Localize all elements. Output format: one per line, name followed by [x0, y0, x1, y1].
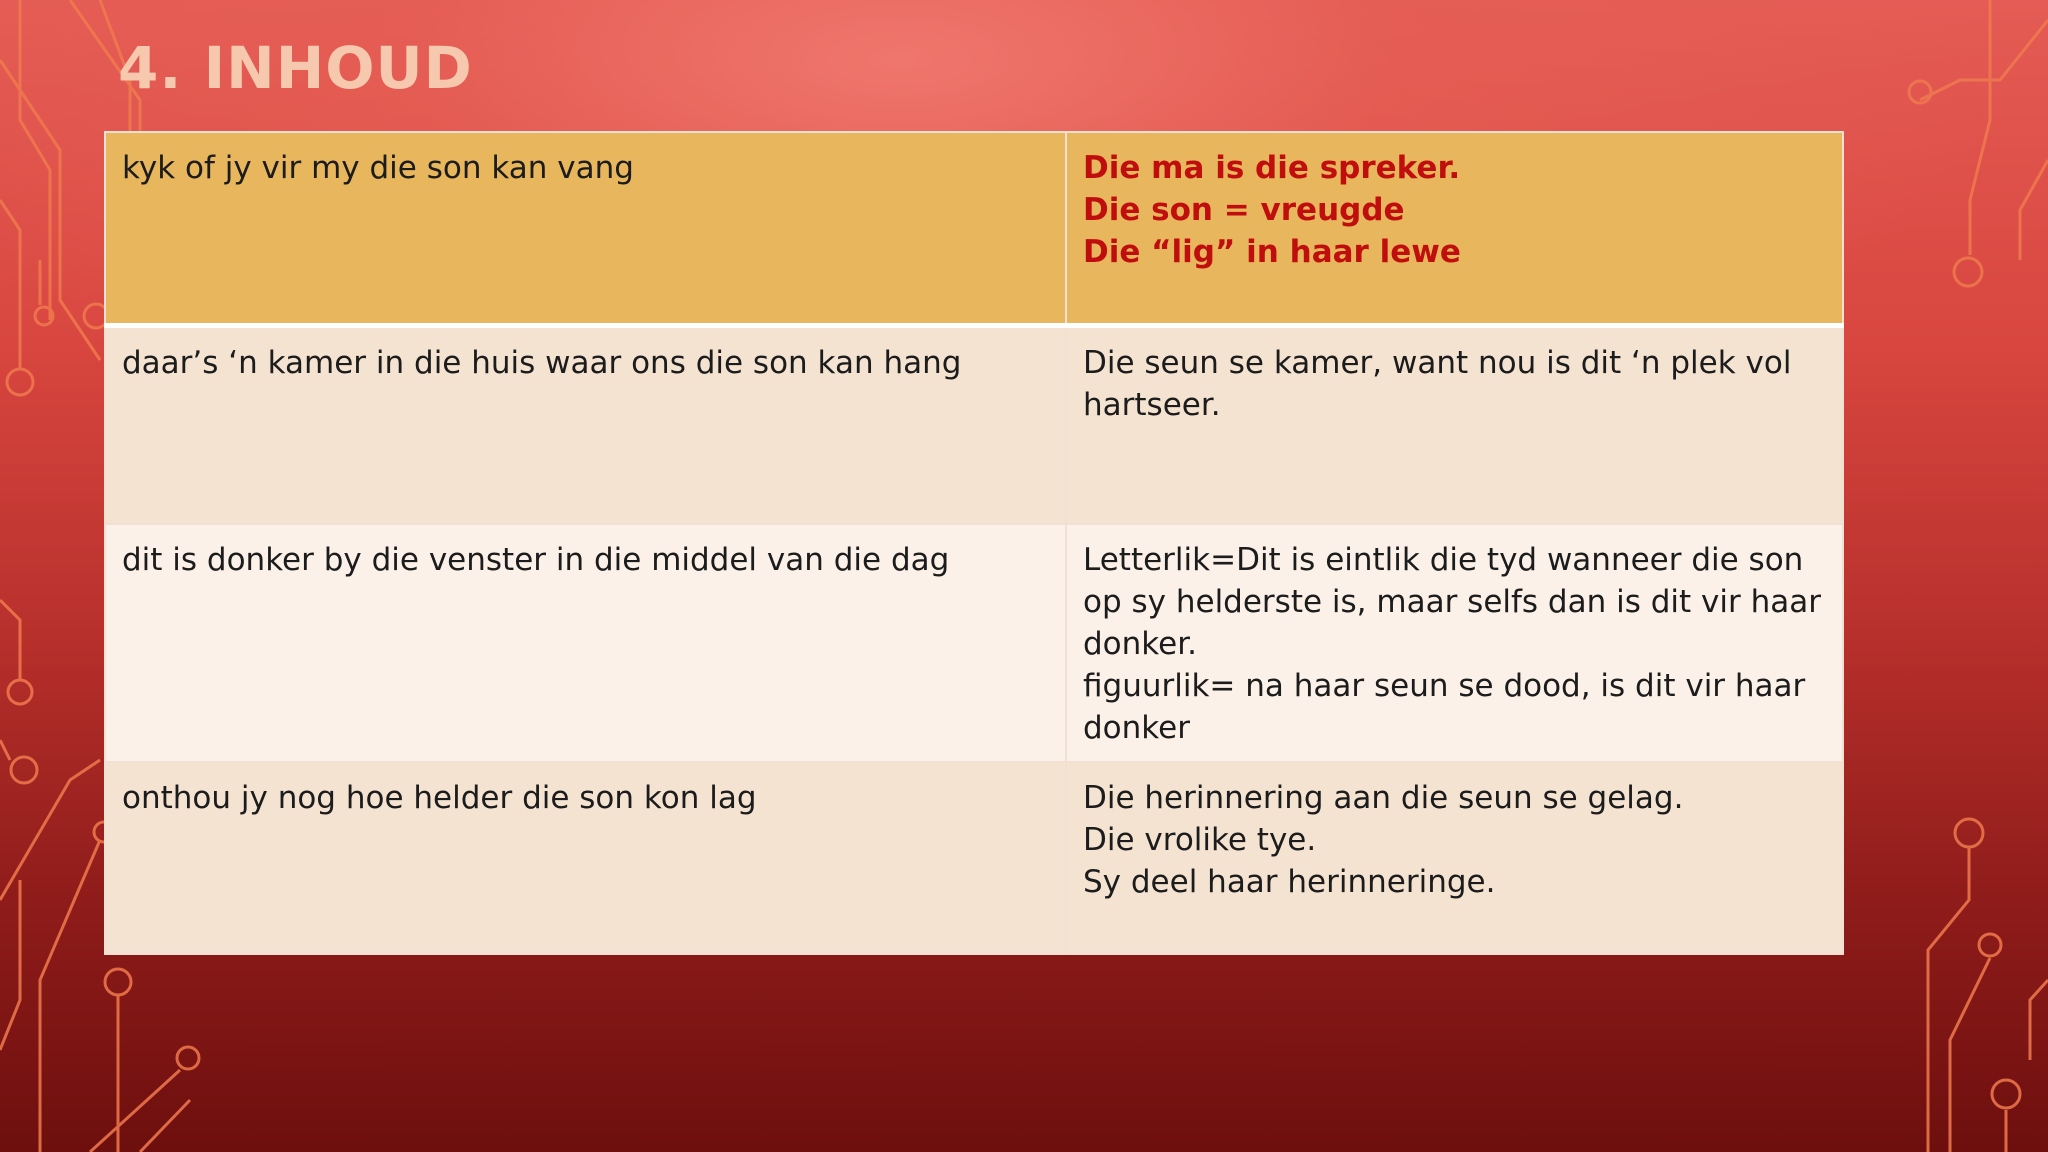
explanation-line: figuurlik= na haar seun se dood, is dit vir haar donker: [1083, 668, 1806, 746]
slide-title: 4. INHOUD: [118, 34, 473, 102]
table-row: [105, 762, 1843, 954]
poem-line-cell: [105, 326, 1066, 525]
poem-line: dit is donker by die venster in die middel van die dag: [122, 542, 950, 578]
explanation-line: Sy deel haar herinneringe.: [1083, 864, 1496, 900]
table-row: [105, 326, 1843, 525]
explanation-cell: [1066, 326, 1843, 525]
explanation-line: Die “lig” in haar lewe: [1083, 234, 1461, 270]
explanation-line: Die vrolike tye.: [1083, 822, 1317, 858]
poem-line: kyk of jy vir my die son kan vang: [122, 150, 634, 186]
poem-line-cell: [105, 132, 1066, 326]
explanation-line: Die herinnering aan die seun se gelag.: [1083, 780, 1684, 816]
explanation-cell: [1066, 132, 1843, 326]
explanation-line: Die ma is die spreker.: [1083, 150, 1461, 186]
poem-line: onthou jy nog hoe helder die son kon lag: [122, 780, 757, 816]
poem-line-cell: [105, 524, 1066, 762]
table-row: [105, 132, 1843, 326]
explanation-line: Die son = vreugde: [1083, 192, 1405, 228]
explanation-line: Die seun se kamer, want nou is dit ‘n plek vol hartseer.: [1083, 345, 1792, 423]
poem-line: daar’s ‘n kamer in die huis waar ons die son kan hang: [122, 345, 962, 381]
poem-line-cell: [105, 762, 1066, 954]
explanation-cell: [1066, 524, 1843, 762]
table-row: [105, 524, 1843, 762]
content-table: [104, 131, 1844, 955]
explanation-line: Letterlik=Dit is eintlik die tyd wanneer die son op sy helderste is, maar selfs dan is dit vir haar donker.: [1083, 542, 1821, 662]
explanation-cell: [1066, 762, 1843, 954]
